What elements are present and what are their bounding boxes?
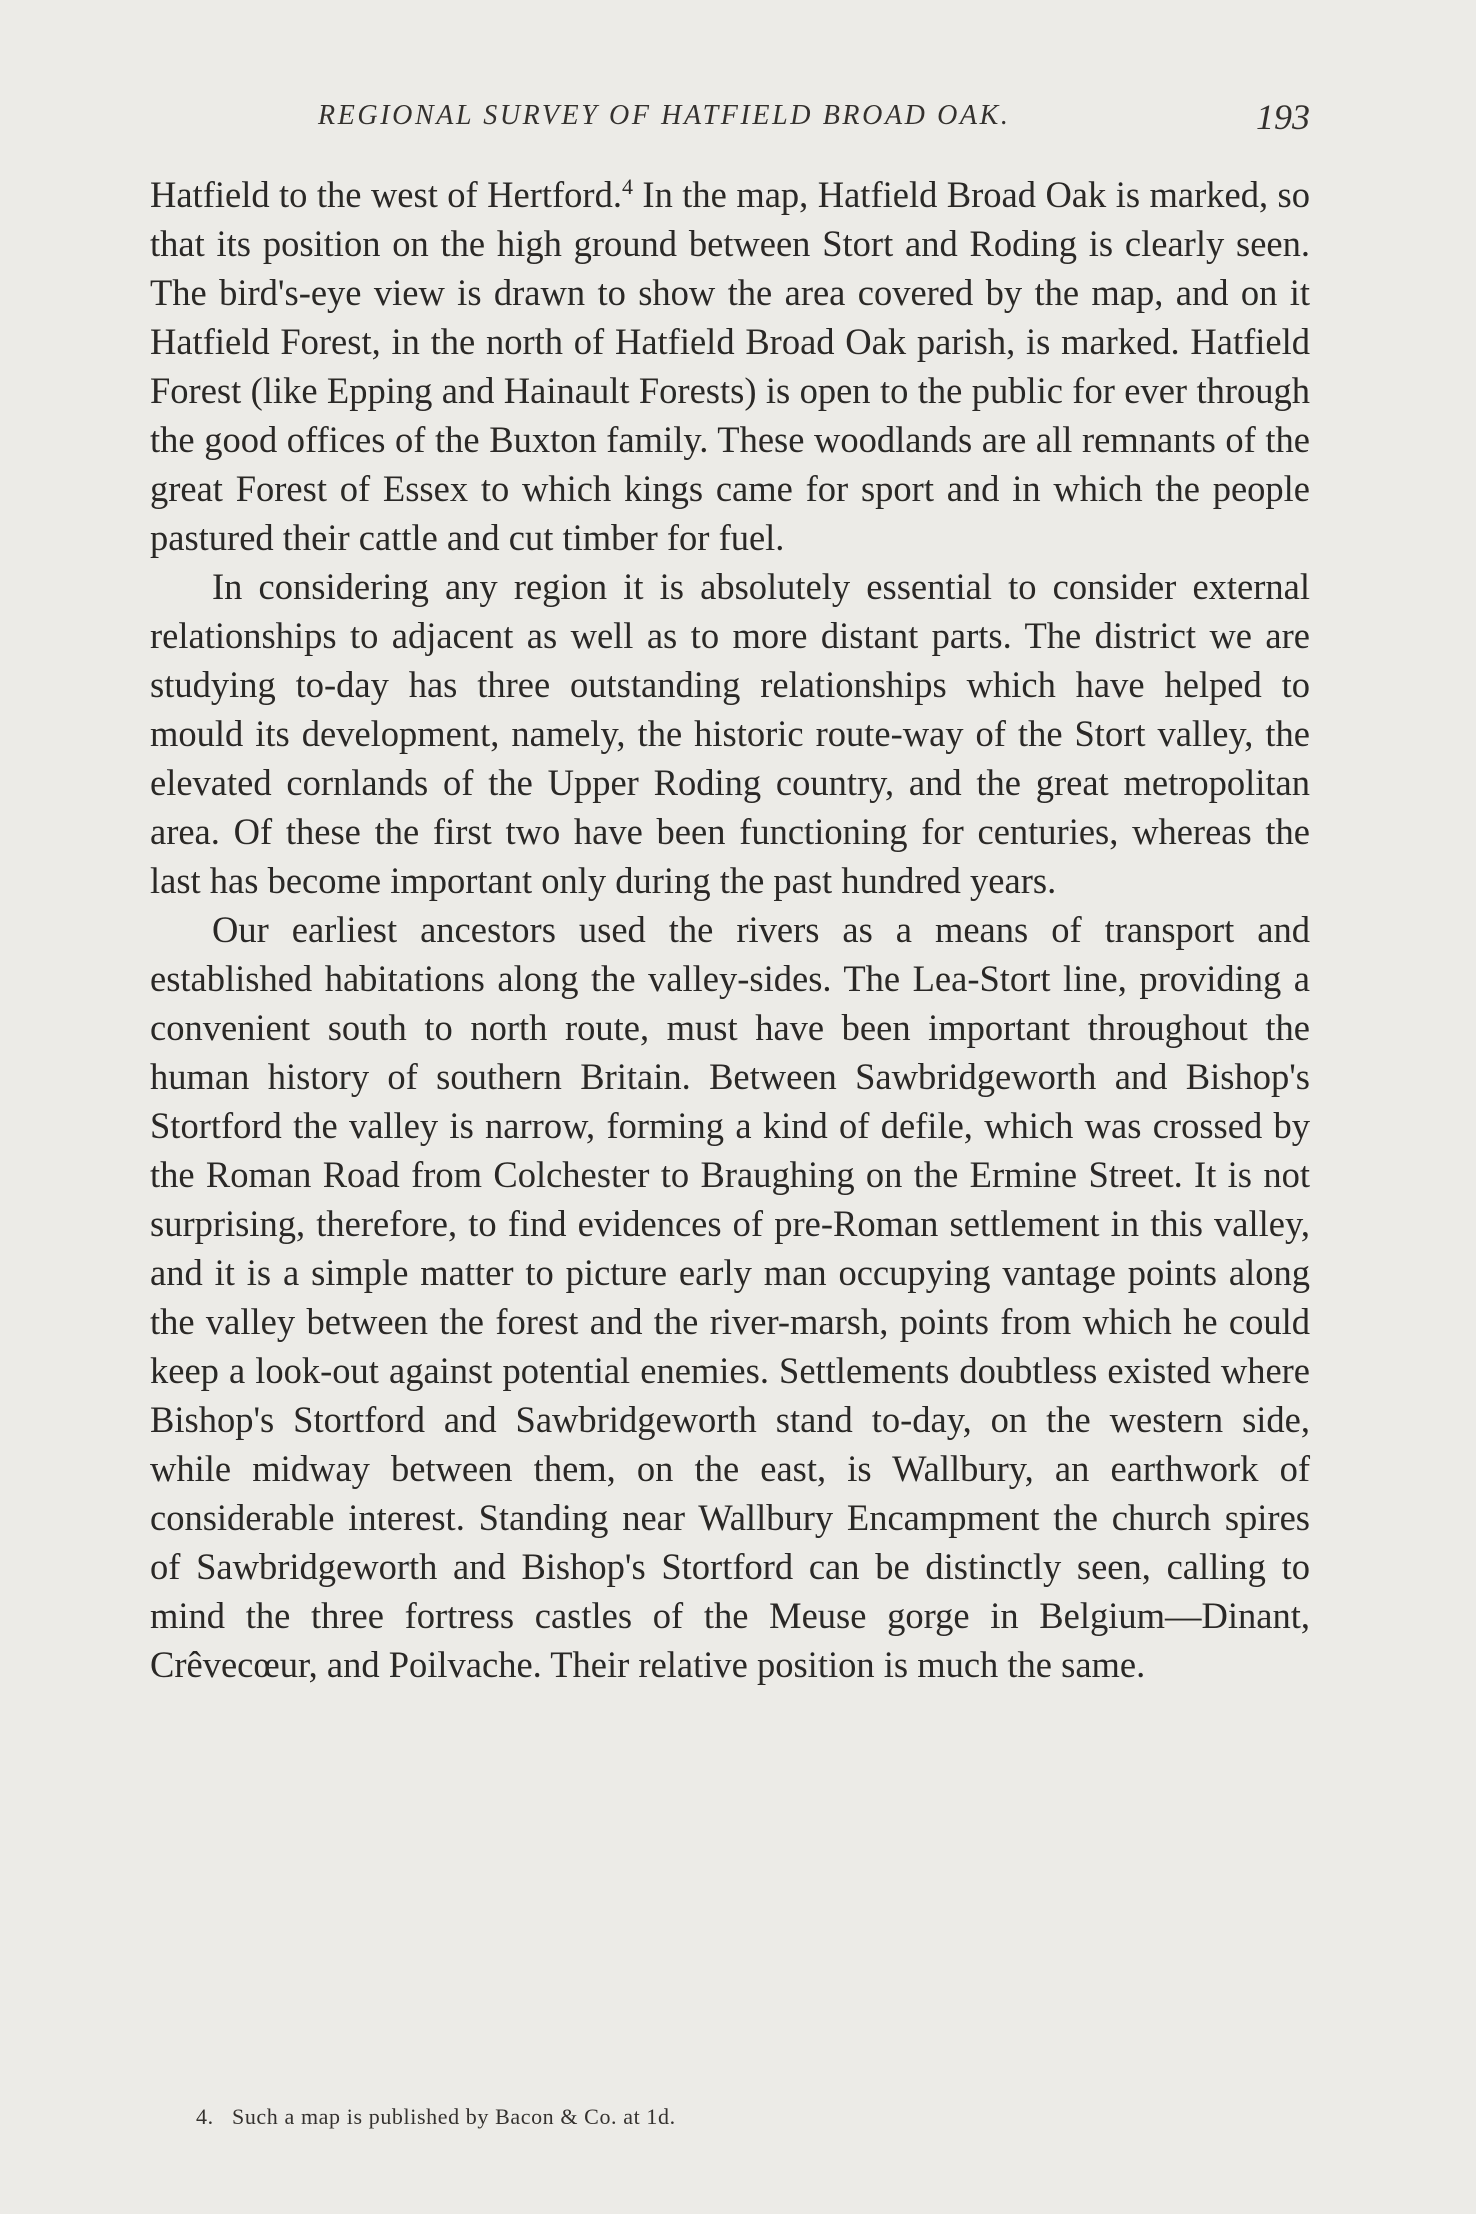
body-text: [150, 170, 1310, 1689]
footnote-reference: 4: [621, 173, 633, 199]
running-title: REGIONAL SURVEY OF HATFIELD BROAD OAK.: [318, 100, 1011, 131]
paragraph-1-text-start: Hatfield to the west of Hertford.: [150, 174, 622, 215]
page-number: 193: [1256, 97, 1310, 137]
paragraph-3: Our earliest ancestors used the rivers as a means of transport and established habitations along the valley-sides. The Lea-Stort line, providing a convenient south to north route, must have been important throughout the human history of southern Britain. Between Sawbridgeworth and Bishop's Stortford the valley is narrow, forming a kind of defile, which was crossed by the Roman Road from Colchester to Braughing on the Ermine Street. It is not surprising, therefore, to find evidences of pre-Roman settlement in this valley, and it is a simple matter to picture early man occupying vantage points along the valley between the forest and the river-marsh, points from which he could keep a look-out against potential enemies. Settlements doubtless existed where Bishop's Stortford and Sawbridgeworth stand to-day, on the western side, while midway between them, on the east, is Wallbury, an earthwork of considerable interest. Standing near Wallbury Encampment the church spires of Sawbridgeworth and Bishop's Stortford can be distinctly seen, calling to mind the three fortress castles of the Meuse gorge in Belgium—Dinant, Crêvecœur, and Poilvache. Their relative position is much the same.: [150, 909, 1310, 1685]
footnote-text: Such a map is published by Bacon & Co. at 1d.: [232, 2104, 676, 2129]
running-head: [150, 96, 1310, 140]
footnote: [196, 2104, 1296, 2130]
paragraph-2: In considering any region it is absolutely essential to consider external relationships to adjacent as well as to more distant parts. The district we are studying to-day has three outstanding relationships which have helped to mould its development, namely, the historic route-way of the Stort valley, the elevated cornlands of the Upper Roding country, and the great metropolitan area. Of these the first two have been functioning for centuries, whereas the last has become important only during the past hundred years.: [150, 566, 1310, 901]
paragraph-1: [150, 170, 1310, 562]
paragraph-1-text-end: In the map, Hatfield Broad Oak is marked, so that its position on the high ground between Stort and Roding is clearly seen. The bird's-eye view is drawn to show the area covered by the map, and on it Hatfield Forest, in the north of Hatfield Broad Oak parish, is marked. Hatfield Forest (like Epping and Hainault Forests) is open to the public for ever through the good offices of the Buxton family. These woodlands are all remnants of the great Forest of Essex to which kings came for sport and in which the people pastured their cattle and cut timber for fuel.: [150, 174, 1310, 558]
footnote-number: 4.: [196, 2104, 214, 2129]
